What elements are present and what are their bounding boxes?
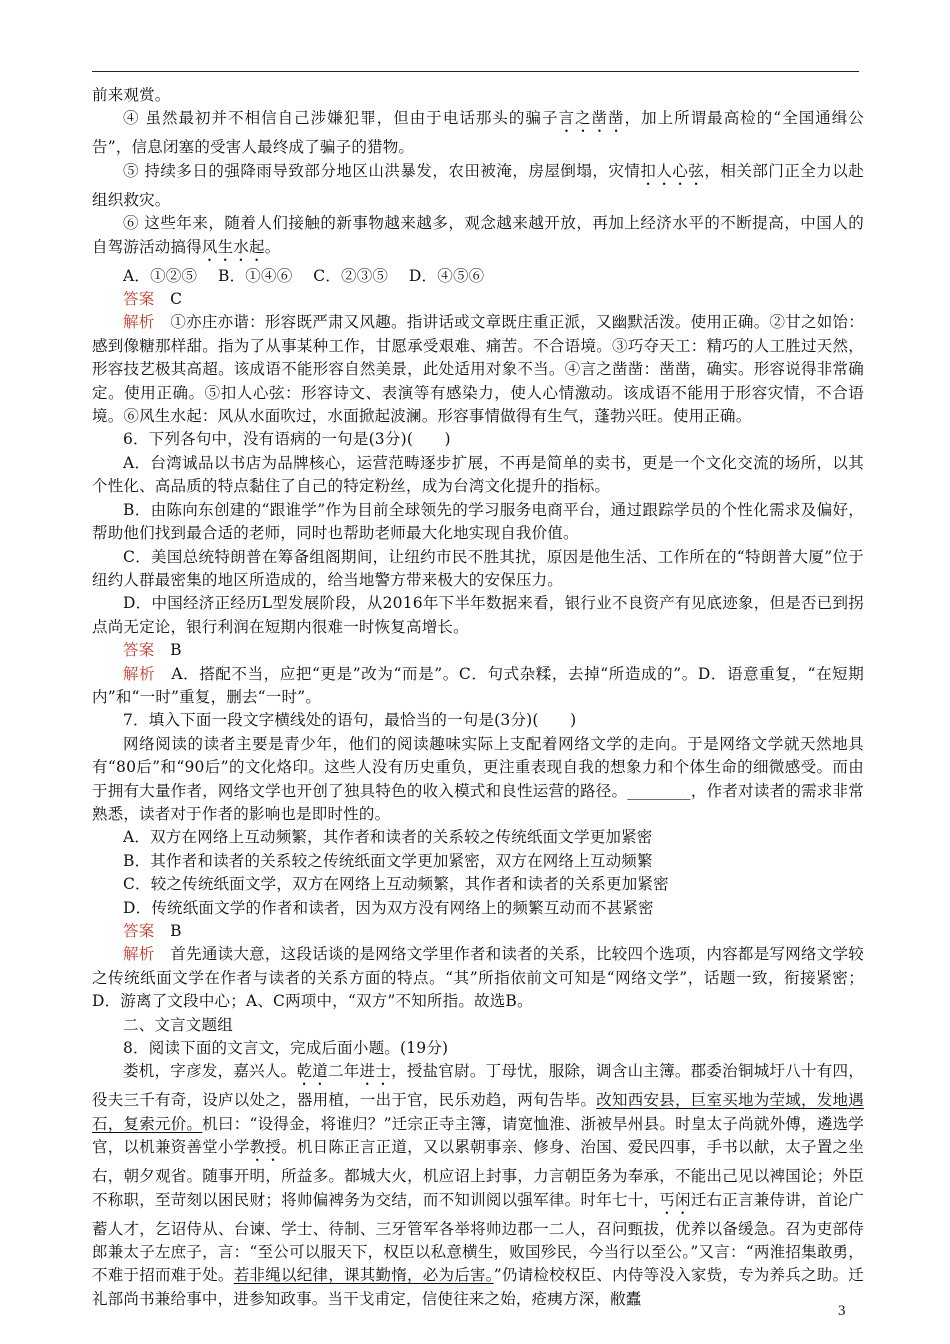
q5-item-4: ④ 虽然最初并不相信自己涉嫌犯罪，但由于电话那头的骗子言之凿凿，加上所谓最高检的“全国通缉公告”，信息闭塞的受害人最终成了骗子的猎物。 [92,109,864,157]
dotted-idiom: 风生水起 [201,237,265,256]
q7-stem: 7．填入下面一段文字横线处的语句，最恰当的一句是(3分)( ) [123,711,577,730]
q8-stem: 8．阅读下面的文言文，完成后面小题。(19分) [123,1039,449,1058]
page-content [92,84,864,1311]
explanation-label: 解析 [123,945,155,964]
q6-answer: 答案 B [123,641,182,660]
q5-explanation: 解析 ①亦庄亦谐：形容既严肃又风趣。指讲话或文章既庄重正派，又幽默活泼。使用正确。②甘之如饴：感到像糖那样甜。指为了从事某种工作，甘愿承受艰难、痛苦。不合语境。③巧夺天工：精巧的人工胜过天然，形容技艺极其高超。该成语不能形容自然美景，此处适用对象不当。④言之凿凿：凿凿，确实。形容说得非常确定。使用正确。⑤扣人心弦：形容诗文、表演等有感染力，使人心情激动。该成语不能用于形容灾情，不合语境。⑥风生水起：风从水面吹过，水面掀起波澜。形容事情做得有生气，蓬勃兴旺。使用正确。 [92,313,864,426]
answer-label: 答案 [123,922,155,940]
dotted-term: 乾道 [296,1062,328,1081]
q6-option-a: A．台湾诚品以书店为品牌核心，运营范畴逐步扩展，不再是简单的卖书，更是一个文化交流的场所，以其个性化、高品质的特点黏住了自己的特定粉丝，成为台湾文化提升的指标。 [92,453,864,496]
q6-option-d: D．中国经济正经历L型发展阶段，从2016年下半年数据来看，银行业不良资产有见底迹象，但是否已到拐点尚无定论，银行利润在短期内很难一时恢复高增长。 [92,594,864,636]
explanation-label: 解析 [123,313,155,332]
q6-option-b: B．由陈向东创建的“跟谁学”作为目前全球领先的学习服务电商平台，通过跟踪学员的个性化需求及偏好，帮助他们找到最合适的老师，同时也帮助老师最大化地实现自我价值。 [92,500,864,543]
dotted-term: 教授 [249,1138,282,1157]
dotted-idiom: 扣人心弦 [640,161,705,180]
dotted-term: 进士 [359,1062,392,1081]
answer-label: 答案 [123,290,155,309]
dotted-idiom: 言之凿凿 [558,109,625,128]
text-line: 前来观赏。 [92,86,171,104]
q6-option-c: C．美国总统特朗普在筹备组阁期间，让纽约市民不胜其扰，原因是他生活、工作所在的“特朗普大厦”位于纽约人群最密集的地区所造成的，给当地警方带来极大的安保压力。 [92,547,864,589]
dotted-term: 丐闲 [659,1190,691,1209]
q7-option-a: A．双方在网络上互动频繁，其作者和读者的关系较之传统纸面文学更加紧密 [123,828,653,847]
q5-options: A．①②⑤ B．①④⑥ C．②③⑤ D．④⑤⑥ [123,266,485,285]
classical-passage: 娄机，字彦发，嘉兴人。乾道二年进士，授盐官尉。丁母忧，服除，调含山主簿。郡委治铜城圩八十有四，役夫三千有奇，设庐以处之，器用植，一出于官，民乐劝趋，两旬告毕。改知西安县，巨室买地为茔域，发地遇石，复索元价。机曰：“设得金，将谁归？”迁宗正寺主簿，请宽恤淮、浙被旱州县。时皇太子尚就外傅，遴选学官，以机兼资善堂小学教授。机日陈正言正道，又以累朝事亲、修身、治国、爱民四事，手书以献，太子置之坐右，朝夕观省。随事开明，所益多。都城大火，机应诏上封事，力言朝臣务为奉承，不能出己见以裨国论；外臣不称职，至苛刻以困民财；将帅偏裨务为交结，而不知训阅以强军律。时年七十，丐闲迁右正言兼侍讲，首论广蓄人才，乞诏侍从、台谏、学士、待制、三牙管军各举将帅边郡一二人，召问甄拔，优养以备缓急。召为吏部侍郎兼太子左庶子，言：“至公可以服天下，权臣以私意横生，败国殄民，今当行以至公。”又言：“两淮招集敢勇，不难于招而难于处。若非绳以纪律，课其勤惰，必为后害。”仍请检校权臣、内侍等没入家赀，专为养兵之助。迁礼部尚书兼给事中，进参知政事。当干戈甫定，信使往来之始，疮痍方深，敝蠹 [92,1062,865,1308]
q7-option-b: B．其作者和读者的关系较之传统纸面文学更加紧密，双方在网络上互动频繁 [123,851,653,870]
underlined-sentence: 若非绳以纪律，课其勤惰，必为后害。 [233,1266,494,1285]
q7-answer: 答案 B [123,922,182,940]
q5-item-5: ⑤ 持续多日的强降雨导致部分地区山洪暴发，农田被淹，房屋倒塌，灾情扣人心弦，相关部门正全力以赴组织救灾。 [92,161,864,209]
page-number: 3 [838,1303,846,1319]
explanation-label: 解析 [123,664,156,683]
q6-stem: 6．下列各句中，没有语病的一句是(3分)( ) [123,430,451,449]
header-rule [92,71,859,72]
q7-explanation: 解析 首先通读大意，这段话谈的是网络文学里作者和读者的关系，比较四个选项，内容都是写网络文学较之传统纸面文学在作者与读者的关系方面的特点。“其”所指依前文可知是“网络文学”，话题一致，衔接紧密；D．游离了文段中心；A、C两项中，“双方”不知所指。故选B。 [92,945,864,1011]
q7-option-d: D．传统纸面文学的作者和读者，因为双方没有网络上的频繁互动而不甚紧密 [123,898,654,917]
section-heading: 二、文言文题组 [123,1015,233,1034]
underlined-sentence: 改知西安县，巨室买地为茔域，发地遇石，复索元价。 [92,1091,865,1133]
q7-passage: 网络阅读的读者主要是青少年，他们的阅读趣味实际上支配着网络文学的走向。于是网络文学就天然地具有“80后”和“90后”的文化烙印。这些人没有历史重负，更注重表现自我的想象力和个体生命的细微感受。而由于拥有大量作者，网络文学也开创了独具特色的收入模式和良性运营的路径。________，作者对读者的需求非常熟悉，读者对于作者的影响也是即时性的。 [92,734,864,823]
q7-option-c: C．较之传统纸面文学，双方在网络上互动频繁，其作者和读者的关系更加紧密 [123,875,669,894]
q5-item-6: ⑥ 这些年来，随着人们接触的新事物越来越多，观念越来越开放，再加上经济水平的不断提高，中国人的自驾游活动搞得风生水起。 [92,214,864,256]
q5-answer: 答案 C [123,290,183,309]
answer-label: 答案 [123,641,155,660]
q6-explanation: 解析 A．搭配不当，应把“更是”改为“而是”。C．句式杂糅，去掉“所造成的”。D．语意重复，“在短期内”和“一时”重复，删去“一时”。 [92,664,864,706]
